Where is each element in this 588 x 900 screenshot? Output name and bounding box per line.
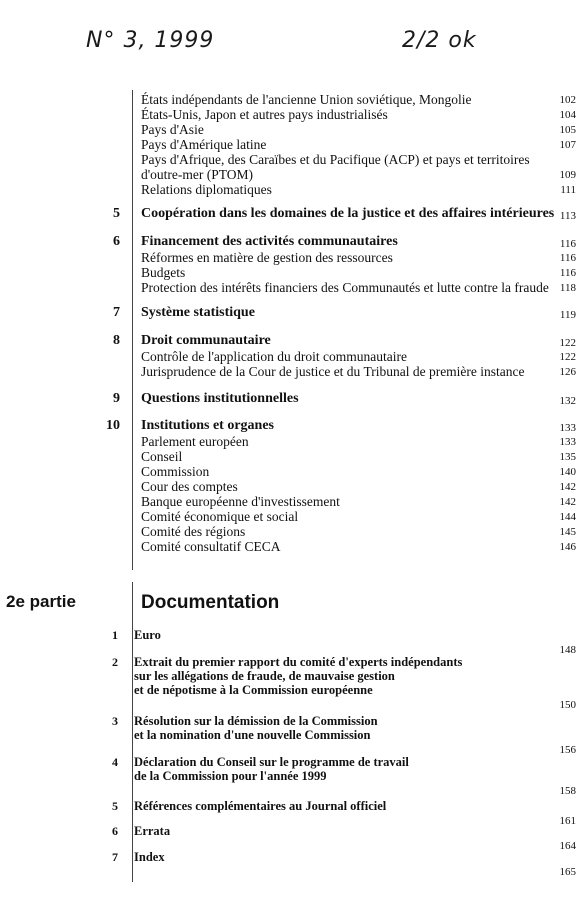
- section-entry-text: Comité des régions: [141, 524, 246, 539]
- part-label-text: 2e partie: [6, 592, 76, 611]
- documentation-number: 6: [112, 824, 118, 838]
- section-entry-text: Commission: [141, 464, 210, 479]
- section-number: 6: [113, 234, 120, 249]
- section-entry-page: 142: [559, 496, 576, 508]
- section-entry-page: 144: [559, 511, 576, 523]
- documentation-title-line: Index: [134, 850, 165, 864]
- section-title: Système statistique: [141, 305, 255, 320]
- toc-entry-page: 105: [559, 124, 576, 136]
- handwritten-check-note: 2/2 ok: [402, 28, 477, 53]
- section-entry-page: 122: [559, 351, 576, 363]
- section-title: Droit communautaire: [141, 333, 271, 348]
- section-page: 122: [559, 337, 576, 349]
- documentation-page: 158: [559, 785, 576, 797]
- section-entry-page: 116: [559, 267, 576, 279]
- toc-entry-text: États-Unis, Japon et autres pays industrialisés: [141, 107, 388, 122]
- toc-entry-page: 107: [559, 139, 576, 151]
- section-entry-text: Cour des comptes: [141, 479, 238, 494]
- toc-entry-page: 109: [559, 169, 576, 181]
- section-entry-text: Protection des intérêts financiers des Communautés et lutte contre la fraude: [141, 280, 549, 295]
- section-number: 5: [113, 206, 120, 221]
- section-number: 8: [113, 333, 120, 348]
- section-entry-page: 145: [559, 526, 576, 538]
- section-number: 10: [106, 418, 120, 433]
- part-label: [6, 592, 76, 612]
- part-title: Documentation: [141, 592, 280, 613]
- documentation-title-line: Déclaration du Conseil sur le programme de travail: [134, 755, 409, 769]
- documentation-title-line: et de népotisme à la Commission européenne: [134, 683, 373, 697]
- toc-divider-bottom: [132, 582, 133, 882]
- toc-entry-text: Pays d'Afrique, des Caraïbes et du Pacifique (ACP) et pays et territoires: [141, 152, 530, 167]
- toc-entry-text: Pays d'Amérique latine: [141, 137, 267, 152]
- toc-entry-text: d'outre-mer (PTOM): [141, 167, 254, 182]
- section-entry-page: 140: [559, 466, 576, 478]
- handwritten-issue-note: N° 3, 1999: [86, 28, 215, 53]
- section-title: Institutions et organes: [141, 418, 275, 433]
- section-number: 7: [113, 305, 120, 320]
- section-page: 116: [559, 238, 576, 250]
- section-entry-page: 135: [559, 451, 576, 463]
- section-entry-page: 133: [559, 436, 576, 448]
- section-entry-text: Parlement européen: [141, 434, 249, 449]
- section-page: 133: [559, 422, 576, 434]
- documentation-page: 165: [559, 866, 576, 878]
- section-entry-text: Jurisprudence de la Cour de justice et du Tribunal de première instance: [141, 364, 525, 379]
- documentation-number: 5: [112, 799, 118, 813]
- documentation-page: 164: [559, 840, 576, 852]
- toc-entry-page: 111: [560, 184, 576, 196]
- section-entry-text: Contrôle de l'application du droit communautaire: [141, 349, 407, 364]
- documentation-number: 7: [112, 850, 118, 864]
- toc-entry-text: Relations diplomatiques: [141, 182, 272, 197]
- section-entry-text: Réformes en matière de gestion des ressources: [141, 250, 393, 265]
- section-title: Coopération dans les domaines de la justice et des affaires intérieures: [141, 206, 555, 221]
- documentation-number: 2: [112, 655, 118, 669]
- section-entry-page: 118: [559, 282, 576, 294]
- documentation-page: 156: [559, 744, 576, 756]
- documentation-number: 1: [112, 628, 118, 642]
- documentation-title-line: Résolution sur la démission de la Commission: [134, 714, 378, 728]
- toc-entry-page: 102: [559, 94, 576, 106]
- documentation-number: 4: [112, 755, 118, 769]
- section-entry-text: Comité consultatif CECA: [141, 539, 281, 554]
- section-entry-page: 116: [559, 252, 576, 264]
- documentation-title-line: de la Commission pour l'année 1999: [134, 769, 327, 783]
- section-entry-text: Conseil: [141, 449, 183, 464]
- documentation-title-line: Références complémentaires au Journal officiel: [134, 799, 387, 813]
- documentation-title-line: Errata: [134, 824, 171, 838]
- section-title: Questions institutionnelles: [141, 391, 299, 406]
- toc-entry-page: 104: [559, 109, 576, 121]
- documentation-title-line: Extrait du premier rapport du comité d'experts indépendants: [134, 655, 463, 669]
- section-entry-text: Comité économique et social: [141, 509, 299, 524]
- documentation-title-line: et la nomination d'une nouvelle Commission: [134, 728, 371, 742]
- toc-entry-text: États indépendants de l'ancienne Union soviétique, Mongolie: [141, 92, 472, 107]
- toc-divider-top: [132, 90, 133, 570]
- section-entry-text: Budgets: [141, 265, 186, 280]
- section-page: 113: [559, 210, 576, 222]
- section-entry-page: 142: [559, 481, 576, 493]
- section-entry-text: Banque européenne d'investissement: [141, 494, 340, 509]
- documentation-page: 161: [559, 815, 576, 827]
- documentation-number: 3: [112, 714, 118, 728]
- section-title: Financement des activités communautaires: [141, 234, 398, 249]
- section-page: 132: [559, 395, 576, 407]
- section-entry-page: 146: [559, 541, 576, 553]
- documentation-title-line: Euro: [134, 628, 161, 642]
- section-number: 9: [113, 391, 120, 406]
- toc-entry-text: Pays d'Asie: [141, 122, 204, 137]
- section-entry-page: 126: [559, 366, 576, 378]
- documentation-title-line: sur les allégations de fraude, de mauvaise gestion: [134, 669, 395, 683]
- section-page: 119: [559, 309, 576, 321]
- documentation-page: 150: [559, 699, 576, 711]
- documentation-page: 148: [559, 644, 576, 656]
